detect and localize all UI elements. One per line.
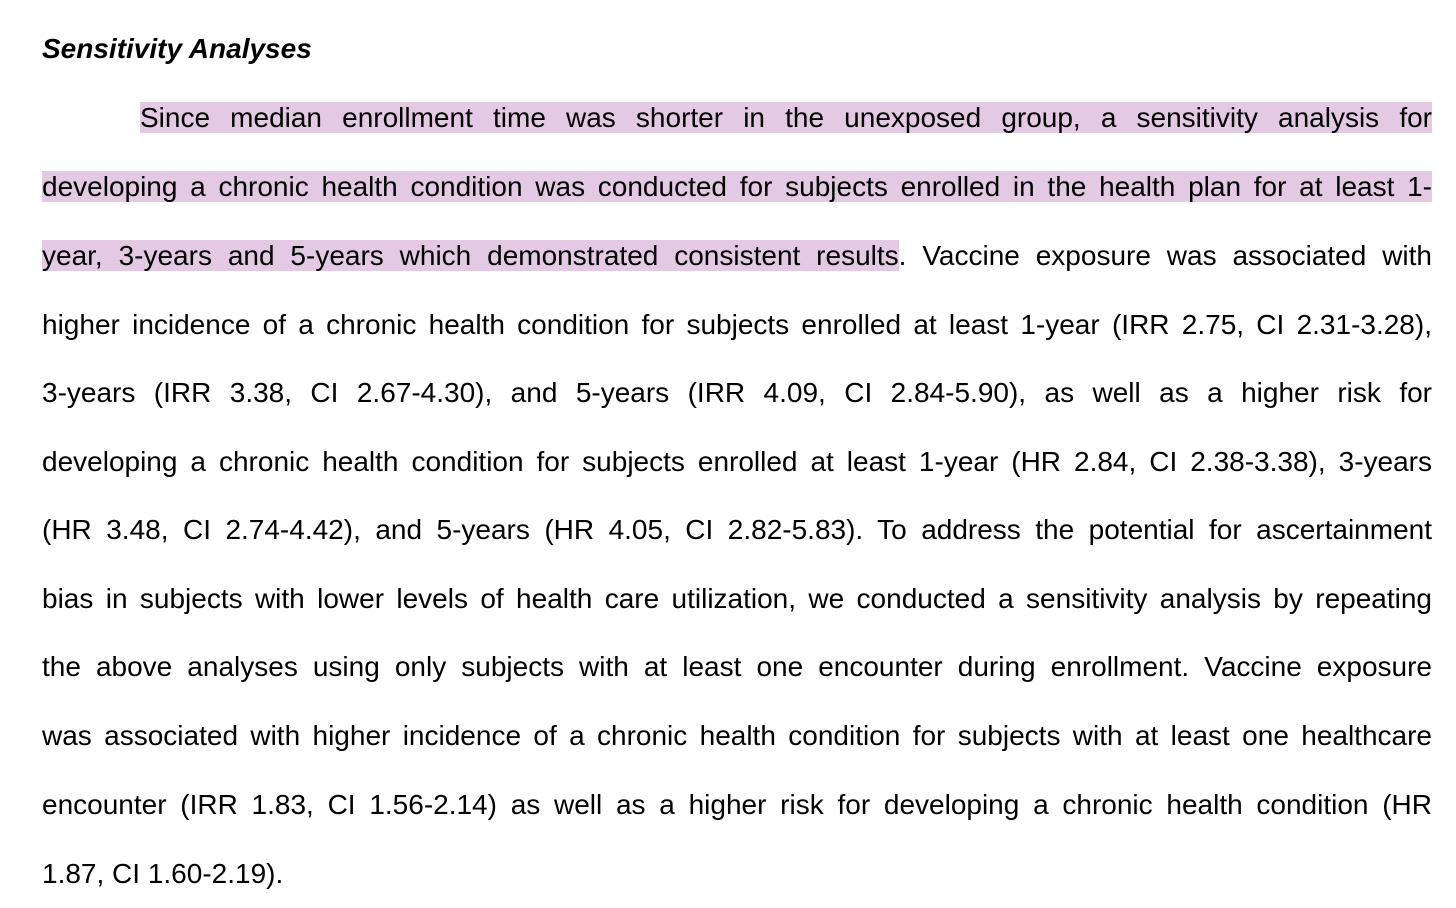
line-text: was associated with higher incidence of a chronic health condition for subjects with at least one healthcare — [42, 720, 1432, 751]
paragraph-line-last — [42, 854, 1432, 894]
paragraph-line — [42, 442, 1432, 482]
section-heading: Sensitivity Analyses — [42, 33, 312, 64]
line-text: encounter (IRR 1.83, CI 1.56-2.14) as well as a higher risk for developing a chronic health condition (HR — [42, 789, 1432, 820]
line-text: higher incidence of a chronic health condition for subjects enrolled at least 1-year (IRR 2.75, CI 2.31-3.28), — [42, 309, 1432, 340]
line-text: the above analyses using only subjects with at least one encounter during enrollment. Vaccine exposure — [42, 651, 1432, 682]
line-text: (HR 3.48, CI 2.74-4.42), and 5-years (HR 4.05, CI 2.82-5.83). To address the potential for ascertainment — [42, 514, 1432, 545]
paragraph-line — [42, 98, 1432, 138]
paragraph-line — [42, 716, 1432, 756]
paragraph-line — [42, 236, 1432, 276]
paragraph-line — [42, 373, 1432, 413]
line-text: bias in subjects with lower levels of health care utilization, we conducted a sensitivity analysis by repeating — [42, 583, 1432, 614]
line-text: developing a chronic health condition for subjects enrolled at least 1-year (HR 2.84, CI 2.38-3.38), 3-years — [42, 446, 1432, 477]
highlighted-text: Since median enrollment time was shorter in the unexposed group, a sensitivity analysis for — [140, 102, 1432, 133]
paragraph-line — [42, 510, 1432, 550]
highlighted-text: year, 3-years and 5-years which demonstrated consistent results — [42, 240, 899, 271]
line-text: 1.87, CI 1.60-2.19). — [42, 858, 284, 889]
paragraph-line — [42, 167, 1432, 207]
highlighted-text: developing a chronic health condition was conducted for subjects enrolled in the health plan for at least 1- — [42, 171, 1432, 202]
paragraph-line — [42, 647, 1432, 687]
line-text: . Vaccine exposure was associated with — [898, 240, 1433, 271]
paragraph-line — [42, 785, 1432, 825]
paragraph-line — [42, 579, 1432, 619]
line-text: 3-years (IRR 3.38, CI 2.67-4.30), and 5-years (IRR 4.09, CI 2.84-5.90), as well as a higher risk for — [42, 377, 1432, 408]
paragraph-line — [42, 305, 1432, 345]
